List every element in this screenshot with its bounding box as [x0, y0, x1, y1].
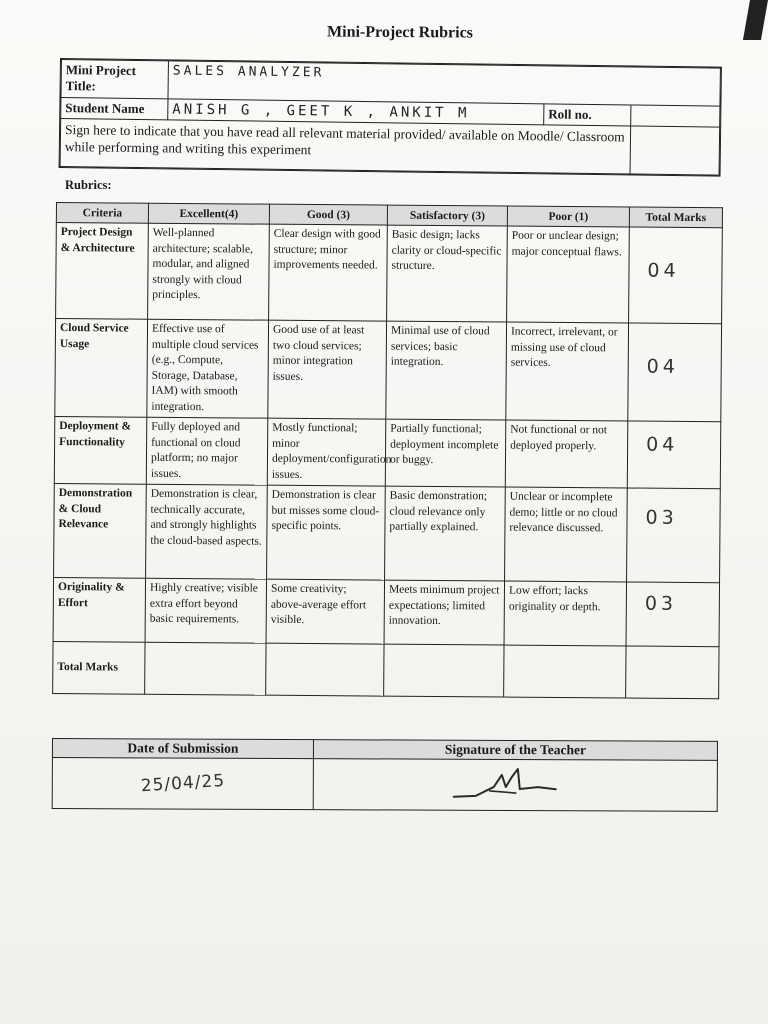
poor-cell: Poor or unclear design; major conceptual flaws.	[507, 226, 630, 323]
table-row	[55, 319, 722, 422]
handwritten-mark: 03	[644, 592, 678, 615]
table-row	[54, 483, 721, 582]
satisfactory-cell: Partially functional; deployment incomplete or buggy.	[385, 419, 506, 487]
excellent-cell: Highly creative; visible extra effort beyond basic requirements.	[145, 578, 266, 643]
total-empty-cell	[504, 645, 626, 698]
project-header-box	[59, 58, 722, 177]
table-row	[56, 223, 723, 324]
handwritten-mark: 04	[646, 355, 679, 378]
satisfactory-cell: Basic demonstration; cloud relevance only partially explained.	[385, 486, 506, 581]
student-name-label: Student Name	[61, 98, 168, 120]
teacher-signature-icon	[445, 762, 585, 803]
col-header-total-marks: Total Marks	[629, 207, 722, 228]
poor-cell: Not functional or not deployed properly.	[505, 420, 628, 488]
table-row	[54, 416, 721, 488]
excellent-cell: Demonstration is clear, technically accurate, and strongly highlights the cloud-based aspects.	[146, 484, 268, 579]
total-empty-cell	[145, 642, 266, 695]
poor-cell: Incorrect, irrelevant, or missing use of cloud services.	[506, 322, 629, 421]
col-header-satisfactory: Satisfactory (3)	[387, 205, 507, 226]
marks-cell	[627, 421, 721, 489]
col-header-poor: Poor (1)	[507, 206, 629, 227]
table-row	[53, 577, 719, 646]
total-empty-cell	[384, 644, 504, 697]
signature-cell	[313, 759, 717, 812]
acknowledgement-sign-cell	[630, 126, 720, 175]
poor-cell: Unclear or incomplete demo; little or no cloud relevance discussed.	[505, 487, 628, 582]
acknowledgement-text: Sign here to indicate that you have read all relevant material provided/ available on Moodle/ Classroom while performing and writing this experiment	[60, 119, 631, 174]
good-cell: Good use of at least two cloud services; minor integration issues.	[268, 320, 387, 419]
marks-cell	[626, 582, 719, 647]
student-name-value: ANISH G , GEET K , ANKIT M	[168, 99, 544, 125]
project-title-value: SALES ANALYZER	[168, 61, 720, 106]
criteria-cell: Cloud Service Usage	[55, 319, 148, 418]
satisfactory-cell: Basic design; lacks clarity or cloud-specific structure.	[387, 225, 508, 322]
handwritten-date: 25/04/25	[140, 770, 226, 797]
criteria-cell: Deployment & Functionality	[54, 416, 147, 484]
criteria-cell: Project Design & Architecture	[56, 223, 149, 320]
handwritten-mark: 04	[647, 259, 680, 282]
satisfactory-cell: Minimal use of cloud services; basic integration.	[386, 321, 507, 420]
col-header-criteria: Criteria	[56, 203, 148, 224]
rubrics-table	[52, 202, 722, 699]
excellent-cell: Fully deployed and functional on cloud platform; no major issues.	[146, 417, 268, 485]
satisfactory-cell: Meets minimum project expectations; limited innovation.	[384, 580, 504, 645]
col-header-excellent: Excellent(4)	[148, 203, 269, 224]
roll-no-value	[631, 105, 720, 127]
submission-box	[52, 738, 718, 809]
date-of-submission-label: Date of Submission	[52, 739, 313, 759]
handwritten-mark: 04	[646, 433, 679, 456]
teacher-signature-label: Signature of the Teacher	[313, 740, 717, 761]
project-title-label: Mini Project Title:	[61, 60, 168, 99]
date-cell	[52, 758, 313, 810]
good-cell: Clear design with good structure; minor improvements needed.	[269, 224, 388, 321]
good-cell: Some creativity; above-average effort visible.	[266, 579, 384, 644]
rubrics-heading: Rubrics:	[65, 178, 112, 192]
page-title: Mini-Project Rubrics	[326, 23, 473, 42]
total-row	[53, 641, 719, 698]
total-marks-label: Total Marks	[53, 641, 145, 694]
criteria-cell: Originality & Effort	[53, 577, 145, 642]
poor-cell: Low effort; lacks originality or depth.	[504, 581, 626, 646]
marks-cell	[627, 488, 721, 583]
good-cell: Mostly functional; minor deployment/configuration issues.	[267, 418, 386, 486]
roll-no-label: Roll no.	[544, 104, 631, 126]
criteria-cell: Demonstration & Cloud Relevance	[54, 483, 147, 578]
total-marks-value	[626, 646, 719, 699]
good-cell: Demonstration is clear but misses some cloud-specific points.	[267, 485, 386, 580]
handwritten-mark: 03	[645, 506, 678, 529]
col-header-good: Good (3)	[269, 204, 387, 225]
total-empty-cell	[266, 643, 384, 696]
marks-cell	[629, 227, 723, 324]
marks-cell	[628, 323, 722, 422]
excellent-cell: Well-planned architecture; scalable, modular, and aligned strongly with cloud principles.	[148, 223, 270, 320]
excellent-cell: Effective use of multiple cloud services (e.g., Compute, Storage, Database, IAM) with smooth integration.	[147, 319, 269, 418]
